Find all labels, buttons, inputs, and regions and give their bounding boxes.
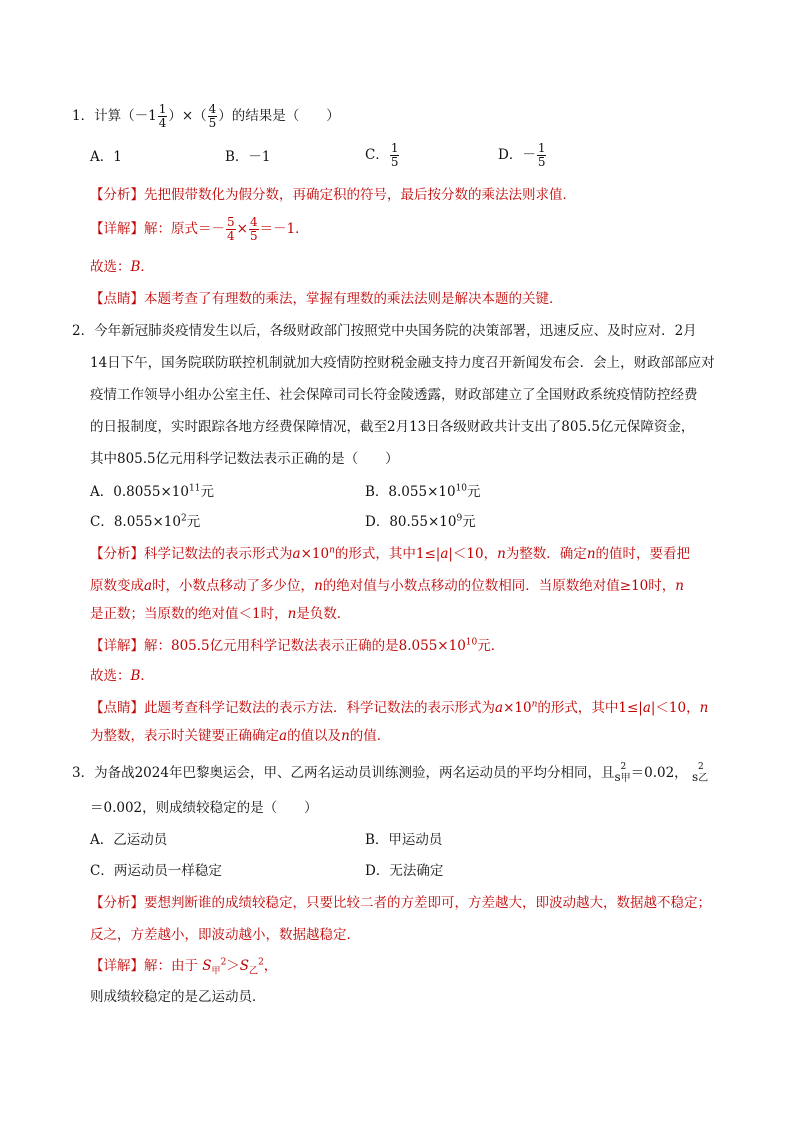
q1-comment: 【点睛】本题考查了有理数的乘法，掌握有理数的乘法法则是解决本题的关键． — [90, 291, 563, 307]
q3-conclusion: 则成绩较稳定的是乙运动员． — [90, 989, 266, 1005]
q3-solution: 【详解】解：由于 $S_甲^2>S_乙^2$， — [90, 957, 278, 977]
q3-option-b: B．甲运动员 — [365, 832, 443, 848]
q1-fraction-b: $\frac{4}{5}$ — [208, 102, 217, 130]
q2-stem-line5: 其中805.5亿元用科学记数法表示正确的是（ ） — [90, 451, 399, 467]
q1-option-a: A．1 — [90, 149, 122, 165]
q2-option-b: B．$8.055\times 10^{10}$元 — [365, 483, 481, 500]
q3-analysis-line2: 反之，方差越小，即波动越小，数据越稳定． — [90, 927, 360, 943]
q2-analysis-line3: 是正数；当原数的绝对值＜1时，n是负数． — [90, 606, 351, 622]
q1-answer: 故选：B． — [90, 259, 154, 275]
q2-stem-line3: 疫情工作领导小组办公室主任、社会保障司司长符金陵透露，财政部建立了全国财政系统疫情防控经费 — [90, 387, 698, 403]
q2-answer: 故选：B． — [90, 668, 154, 684]
q1-option-c: C． $\frac{1}{5}$ — [365, 141, 399, 169]
q3-variance-yi: 2 s乙 — [691, 762, 709, 784]
q2-analysis-line2: 原数变成a时，小数点移动了多少位，n的绝对值与小数点移动的位数相同．当原数绝对值≥10时，n — [90, 578, 684, 594]
q1-option-d: D．－ $\frac{1}{5}$ — [498, 141, 546, 169]
q2-solution: 【详解】解：805.5亿元用科学记数法表示正确的是$8.055\times 10^{10}$元． — [90, 637, 505, 654]
q3-option-d: D．无法确定 — [365, 863, 444, 879]
q2-stem-line4: 的日报制度，实时跟踪各地方经费保障情况，截至2月13日各级财政共计支出了805.5亿元保障资金， — [90, 419, 695, 435]
q2-number: 2． — [72, 323, 95, 339]
q1-option-b: B．－1 — [225, 149, 271, 165]
q3-stem-line1: 3．为备战2024年巴黎奥运会，甲、乙两名运动员训练测验，两名运动员的平均分相同，且 2 s甲＝0.02， 2 s乙 — [72, 762, 709, 784]
q3-number: 3． — [72, 765, 95, 781]
q1-number: 1． — [72, 108, 95, 124]
q1-stem: 1．计算（－1 $\frac{1}{4}$ ）×（ $\frac{4}{5}$ ）的结果是（ ） — [72, 102, 340, 130]
q1-solution: 【详解】解：原式＝－ $\frac{5}{4}$ × $\frac{4}{5}$ ＝－1． — [90, 215, 309, 243]
q3-stem-line2: ＝0.002，则成绩较稳定的是（ ） — [90, 800, 318, 816]
q2-comment-line2: 为整数，表示时关键要正确确定a的值以及n的值． — [90, 728, 391, 744]
q2-analysis-line1: 【分析】科学记数法的表示形式为$a\times 10^n$的形式，其中1≤|a|＜10，n为整数．确定n的值时，要看把 — [90, 545, 691, 562]
q3-variance-jia: 2 s甲 — [614, 762, 631, 784]
q2-option-d: D．$80.55\times 10^9$元 — [365, 513, 476, 530]
q2-option-c: C．$8.055\times 10^2$元 — [90, 513, 201, 530]
q2-stem-line2: 14日下午，国务院联防联控机制就加大疫情防控财税金融支持力度召开新闻发布会．会上，财政部部应对 — [90, 355, 715, 371]
q2-comment-line1: 【点睛】此题考查科学记数法的表示方法．科学记数法的表示形式为$a\times 10^n$的形式，其中1≤|a|＜10，n — [90, 699, 709, 716]
q3-option-c: C．两运动员一样稳定 — [90, 863, 222, 879]
q2-stem-line1: 2．今年新冠肺炎疫情发生以后，各级财政部门按照党中央国务院的决策部署，迅速反应、及时应对．2月 — [72, 323, 697, 339]
q1-fraction-mixed: $\frac{1}{4}$ — [158, 102, 167, 130]
q1-analysis: 【分析】先把假带数化为假分数，再确定积的符号，最后按分数的乘法法则求值． — [90, 187, 576, 203]
q3-option-a: A．乙运动员 — [90, 832, 168, 848]
q2-option-a: A．$0.8055\times 10^{11}$元 — [90, 483, 214, 500]
q3-analysis-line1: 【分析】要想判断谁的成绩较稳定，只要比较二者的方差即可，方差越大，即波动越大，数据越不稳定； — [90, 895, 711, 911]
